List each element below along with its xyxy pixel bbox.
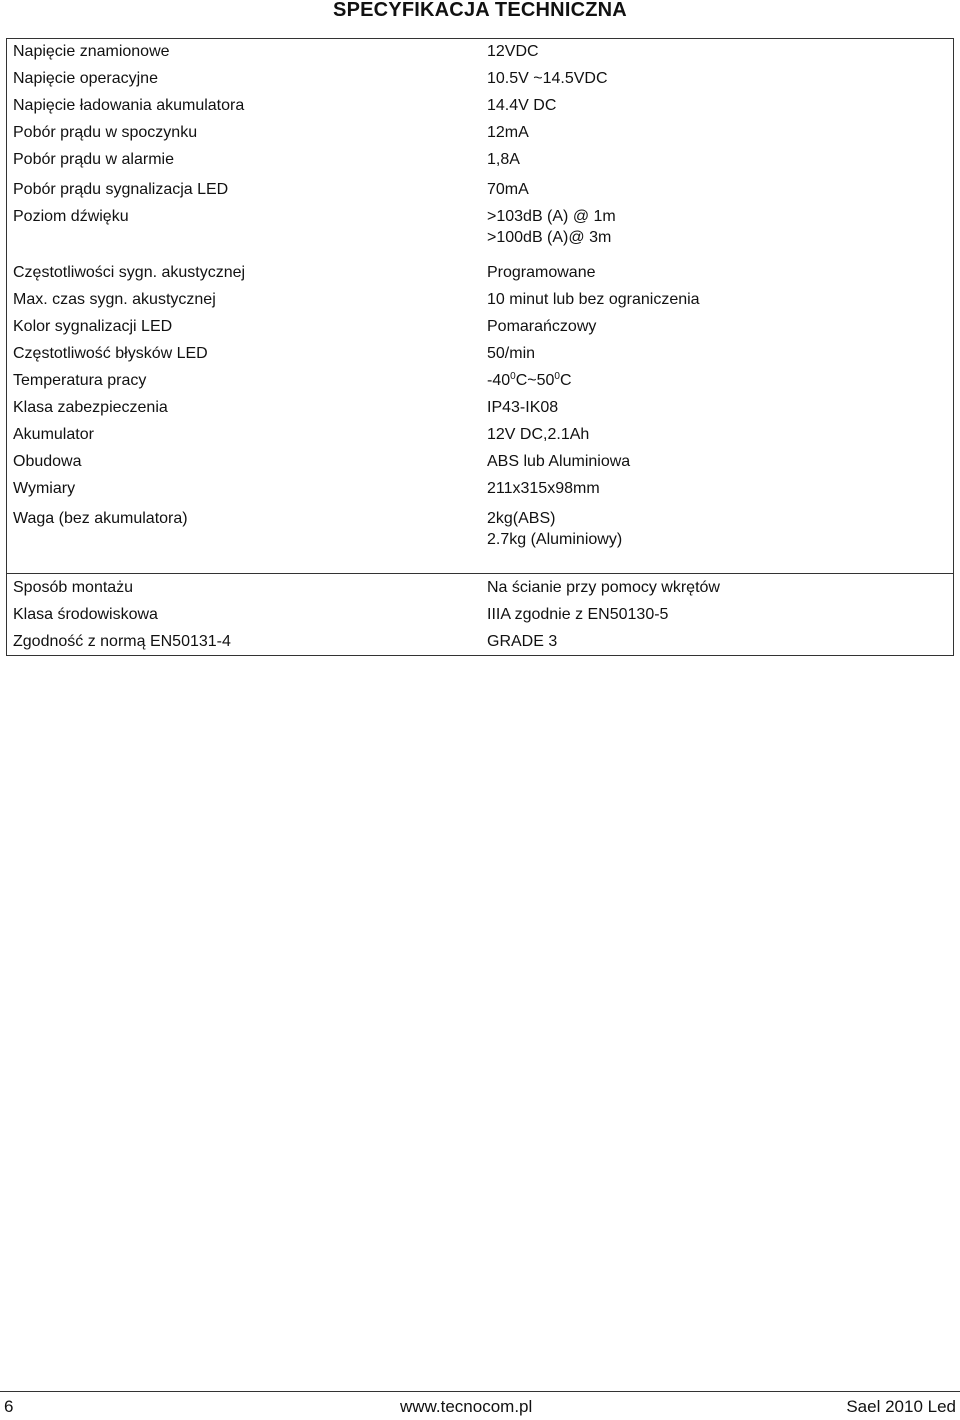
spec-label: Pobór prądu w alarmie	[13, 151, 174, 168]
spec-label: Częstotliwości sygn. akustycznej	[13, 264, 246, 281]
footer-rule	[0, 1391, 960, 1392]
page-number: 6	[4, 1397, 14, 1416]
spec-value: >103dB (A) @ 1m >100dB (A)@ 3m	[487, 208, 616, 246]
temp-low: -40	[487, 372, 511, 389]
spec-value: IIIA zgodnie z EN50130-5	[487, 606, 669, 623]
spec-label: Częstotliwość błysków LED	[13, 345, 208, 362]
spec-value: 50/min	[487, 345, 536, 362]
spec-value: 2kg(ABS) 2.7kg (Aluminiowy)	[487, 510, 623, 548]
spec-value: ABS lub Aluminiowa	[487, 453, 631, 470]
spec-value-temperature	[487, 370, 572, 391]
spec-label: Wymiary	[13, 480, 76, 497]
spec-value: 12V DC,2.1Ah	[487, 426, 590, 443]
spec-label: Napięcie operacyjne	[13, 70, 158, 87]
section-divider	[7, 573, 953, 574]
spec-value: 70mA	[487, 181, 529, 198]
spec-label: Sposób montażu	[13, 579, 134, 596]
spec-label: Poziom dźwięku	[13, 208, 129, 225]
temp-unit: C	[559, 372, 572, 389]
spec-value: 12VDC	[487, 43, 539, 60]
spec-value: Na ścianie przy pomocy wkrętów	[487, 579, 720, 596]
spec-label: Temperatura pracy	[13, 372, 147, 389]
footer-product-name: Sael 2010 Led	[846, 1397, 956, 1416]
spec-label: Klasa zabezpieczenia	[13, 399, 168, 416]
spec-value: 12mA	[487, 124, 529, 141]
temp-high: C~50	[515, 372, 555, 389]
spec-label: Zgodność z normą EN50131-4	[13, 633, 231, 650]
spec-label: Kolor sygnalizacji LED	[13, 318, 173, 335]
spec-value: IP43-IK08	[487, 399, 559, 416]
spec-label: Obudowa	[13, 453, 82, 470]
page-title: SPECYFIKACJA TECHNICZNA	[333, 0, 627, 21]
spec-label: Akumulator	[13, 426, 94, 443]
spec-value: 10.5V ~14.5VDC	[487, 70, 608, 87]
degree-mark: 0	[554, 371, 560, 382]
spec-value: Pomarańczowy	[487, 318, 597, 335]
spec-label: Napięcie znamionowe	[13, 43, 170, 60]
spec-value: 211x315x98mm	[487, 480, 600, 497]
spec-value: 14.4V DC	[487, 97, 557, 114]
spec-label: Max. czas sygn. akustycznej	[13, 291, 216, 308]
degree-mark: 0	[510, 371, 516, 382]
spec-label: Pobór prądu sygnalizacja LED	[13, 181, 229, 198]
spec-value: 10 minut lub bez ograniczenia	[487, 291, 700, 308]
spec-value: GRADE 3	[487, 633, 558, 650]
spec-label: Waga (bez akumulatora)	[13, 510, 188, 527]
footer-website: www.tecnocom.pl	[400, 1397, 533, 1416]
spec-value: 1,8A	[487, 151, 520, 168]
spec-label: Pobór prądu w spoczynku	[13, 124, 198, 141]
spec-label: Napięcie ładowania akumulatora	[13, 97, 245, 114]
spec-value: Programowane	[487, 264, 596, 281]
spec-table	[6, 38, 954, 656]
spec-label: Klasa środowiskowa	[13, 606, 158, 623]
